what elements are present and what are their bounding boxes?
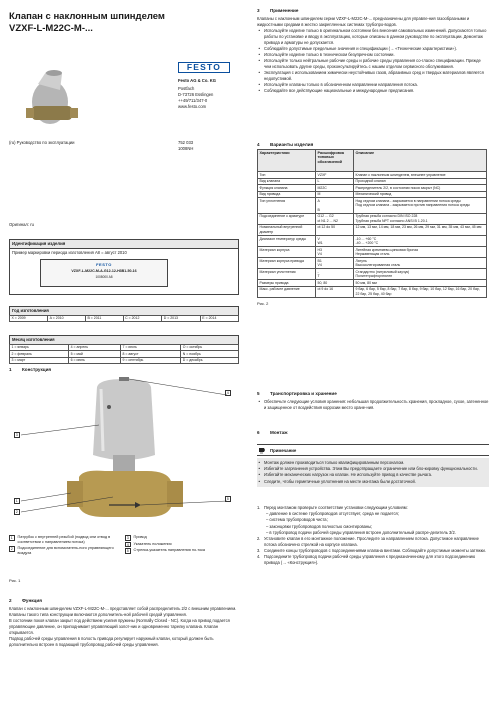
callout-3: 3	[15, 433, 18, 437]
company-name: Festo AG & Co. KG	[178, 78, 216, 83]
table-cell: 50, 80	[316, 280, 354, 287]
table-cell: Материал уплотнения	[258, 269, 316, 280]
section-3-intro: Клапаны с наклонным шпинделем серии VZXF-L-M22C-M-... предназначены для управле-ния газообразными и жидкостными средами в жестко закрепленных системах трубопро-водов.	[257, 16, 470, 27]
callout-4: 4	[226, 391, 229, 395]
table-cell: B1 V4	[316, 258, 354, 269]
variants-table-body	[258, 172, 487, 298]
document-title	[9, 12, 239, 35]
table-cell: Латунь Высоколегированная сталь	[354, 258, 487, 269]
step-number: 4.	[257, 554, 261, 560]
month-table	[9, 344, 239, 365]
plate-logo: FESTO	[96, 262, 112, 268]
bullet-item: • Используйте клапаны только в обозначенном направлении направления потока.	[257, 82, 489, 88]
note-body	[257, 458, 489, 487]
company-line: ++49/711/347-0	[178, 98, 208, 104]
manual-code-1: 752 033	[178, 140, 194, 145]
table-cell: Диапазон температур среды	[258, 236, 316, 247]
section-5-body	[257, 399, 489, 411]
table-cell: Стандартно (нитриловый каучук) Политетрафторэтилен	[354, 269, 487, 280]
month-cell: 7 = июль	[121, 344, 181, 351]
step-text: – законцовки трубопроводов полностью смонтированы;	[266, 523, 373, 529]
legend-text: Привод	[133, 535, 147, 539]
year-cell: E = 2014	[200, 315, 238, 322]
legend-item	[125, 542, 239, 548]
step-text: – давление в системе трубопроводов отсутствует, среда не подается;	[266, 511, 399, 517]
section-title: Конструкция	[22, 367, 52, 372]
table-row	[258, 286, 487, 297]
legend-number: 4	[126, 542, 129, 547]
product-image	[8, 62, 168, 128]
table-cell: Подсоединение к арматуре	[258, 213, 316, 224]
bullet-item: • Эксплуатация с использованием химически неустойчивых газов, абразивных сред и твердых материалов является недопустимой.	[257, 70, 489, 81]
step-text: Соедините концы трубопроводов с подсоединениями клапана винтами. Соблюдайте допустимые моменты затяжки.	[264, 548, 486, 554]
month-cell: 8 = август	[121, 351, 181, 358]
construction-drawing	[9, 377, 239, 529]
table-cell: A B	[316, 198, 354, 214]
table-cell: M22C	[316, 185, 354, 192]
type-plate	[40, 259, 168, 287]
manual-codes	[178, 140, 193, 152]
step-item	[257, 548, 489, 554]
table-cell: Вид привода	[258, 191, 316, 198]
step-item	[257, 524, 489, 530]
brand-logo	[178, 62, 230, 73]
table-cell: Номинальный внутренний диаметр	[258, 224, 316, 235]
month-cell: N = ноябрь	[181, 351, 239, 358]
variants-table-block	[257, 149, 487, 306]
section-number: 3	[257, 8, 260, 13]
bullet-item: • Соблюдайте все действующие национальные и международные предписания.	[257, 88, 489, 94]
step-text: – в трубопровод подачи рабочей среды управления встроен дополнительный распре-делитель 3/2.	[266, 529, 456, 535]
legend-item	[9, 535, 121, 545]
step-text: – система трубопроводов чиста;	[266, 517, 328, 523]
column-header: Расшифровка типовых обозначений	[316, 150, 354, 172]
table-cell: Макс. рабочее давление	[258, 286, 316, 297]
legend-item	[125, 548, 239, 554]
table-cell: Материал корпуса	[258, 247, 316, 258]
table-cell: VZXF	[316, 172, 354, 179]
valve-thumbnail-image	[8, 62, 168, 128]
step-item	[257, 554, 489, 565]
legend-number: 5	[126, 549, 129, 553]
paragraph: Клапан с наклонным шпинделем VZXF-L-M22C-M-... представляет собой распределитель 2/2 с внешним управлением. Клапаны такого типа конструкции включаются дополнитель-ной рабочей средой управления.	[9, 606, 237, 617]
bullet-item: • Используйте изделие только в оригинальном состоянии без внесения самовольных изменений. Допускаются только работы по установке и вводу в эксплуатацию, которые описаны в данном руководстве по эксплуатации. Демонтаж привода и арматуры не допускается.	[257, 28, 489, 45]
plate-serial: 1008000 A8	[95, 274, 113, 279]
year-cell: X = 2009	[10, 315, 48, 322]
valve-drawing	[9, 377, 239, 529]
paragraph: Подвод рабочей среды управления в полость привода регулирует наружный клапан, который должен быть дополнительно встроен в подающий трубопровод рабочей среды управления.	[9, 636, 214, 647]
section-title: Варианты изделия	[270, 142, 314, 147]
note-bullet: • Следите, чтобы герметичные уплотнения на месте монтажа были достаточной.	[257, 479, 487, 485]
festo-logo: FESTO	[178, 62, 230, 73]
table-cell: L	[316, 178, 354, 185]
figure-caption: Рис. 2	[257, 301, 269, 307]
table-cell: Тип	[258, 172, 316, 179]
section-3-heading	[257, 8, 298, 14]
section-number: 6	[257, 430, 260, 435]
month-cell: 4 = апрель	[69, 344, 121, 351]
table-cell: Материал корпуса привода	[258, 258, 316, 269]
year-cell: D = 2013	[162, 315, 201, 322]
table-cell: Трубная резьба согласно DIN ISO 228 Трубная резьба NPT согласно ANSI B 1.20.1	[354, 213, 487, 224]
legend-item	[125, 535, 239, 541]
table-cell: Проходной клапан	[354, 178, 487, 185]
table-cell: Распределитель 2/2, в состоянии покоя закрыт (NC)	[354, 185, 487, 192]
table-cell: ot 12 do 50	[316, 224, 354, 235]
callout-2: 2	[15, 510, 18, 514]
table-cell: H3 V4	[316, 247, 354, 258]
section-2-heading	[9, 598, 42, 604]
legend-text: Патрубок с внутренней резьбой (подвод или отвод в соответствии с направлением потока)	[17, 535, 111, 545]
table-cell: - T	[316, 269, 354, 280]
month-cell: 2 = февраль	[10, 351, 69, 358]
section-number: 2	[9, 598, 12, 603]
table-cell: Тип уплотнения	[258, 198, 316, 214]
section-1-heading	[9, 367, 51, 373]
variants-table	[257, 149, 487, 298]
step-number: 3.	[257, 548, 261, 554]
step-item	[257, 505, 489, 511]
step-item	[257, 536, 489, 547]
section-5-heading	[257, 391, 337, 397]
month-table-block	[9, 335, 239, 364]
table-row	[258, 258, 487, 269]
legend-item	[9, 546, 121, 556]
legend-text: Подсоединение для вспомогатель-ного управляющего воздуха	[17, 546, 114, 556]
table-cell: 9 бар, 6 бар, 5 бар, 8 бар, 7 бар, 8 бар, 9 бар, 10 бар, 12 бар, 16 бар, 20 бар, 22 бар, 25 бар, 40 бар	[354, 286, 487, 297]
section-number: 5	[257, 391, 260, 396]
bullet-item: • Используйте изделие только в техническом безупречном состоянии.	[257, 52, 489, 58]
company-line: D-73726 Esslingen	[178, 92, 214, 98]
month-cell: 3 = март	[10, 357, 69, 364]
legend-text: Указатель положения	[133, 541, 172, 546]
table-cell: Литейная кремниево-цинковая бронза Нержавеющая сталь	[354, 247, 487, 258]
callout-1: 1	[15, 499, 18, 503]
section-3-bullets	[257, 28, 489, 94]
section-number: 1	[9, 367, 12, 372]
ident-title: Идентификация изделия	[10, 240, 238, 249]
note-icon	[258, 446, 266, 454]
table-cell: -10 ... +60 °C -40 ... +200 °C	[354, 236, 487, 247]
bullet-item: • Используйте только нейтральные рабочие среды и рабочие среды управления со-гласно спецификации. Прежде чем использовать другие среды, проконсультируйтесь с нашим отделом сервисного обслуживания.	[257, 58, 489, 69]
section-6-heading	[257, 430, 287, 436]
section-3-body	[257, 16, 489, 94]
table-cell: 50 мм, 80 мм	[354, 280, 487, 287]
year-table-title: Год изготовления	[9, 306, 239, 315]
year-cell: A = 2010	[48, 315, 86, 322]
step-item	[257, 530, 489, 536]
year-cell: C = 2012	[123, 315, 162, 322]
table-row	[258, 269, 487, 280]
year-cell: B = 2011	[85, 315, 123, 322]
note-header	[257, 444, 489, 456]
paragraph: В состоянии покоя клапан закрыт под действием усилия пружины (Normally Closed - NC). Когда на привод подается управляющее давление, он приподнимает управляющий золот-ник и одновременно тарелку клапана. Клапан открывается.	[9, 618, 230, 635]
column-header: Характеристики	[258, 150, 316, 172]
month-cell: O = октябрь	[181, 344, 239, 351]
plate-type-code: VZXF-L-M22C-M-A-G12-12-H3B1-50-16	[71, 268, 137, 273]
title-line-1: Клапан с наклонным шпинделем	[9, 11, 165, 22]
table-cell: M	[316, 191, 354, 198]
table-cell: V W1	[316, 236, 354, 247]
table-cell: Клапан с наклонным шпинделем, внешнее управление	[354, 172, 487, 179]
figure-caption: Рис. 1	[9, 578, 21, 583]
column-header: Описание	[354, 150, 487, 172]
legend-number: 1	[10, 536, 13, 540]
section-title: Применение	[270, 8, 299, 13]
month-cell: 1 = январь	[10, 344, 69, 351]
step-item	[257, 511, 489, 517]
table-row	[258, 247, 487, 258]
identification-box	[9, 239, 239, 295]
section-4-heading	[257, 142, 313, 148]
note-bullet: • Избегайте механических нагрузок на клапан. Не используйте привод в качестве рычага.	[257, 472, 487, 478]
section-title: Монтаж	[270, 430, 288, 435]
step-number: 1.	[257, 505, 261, 510]
table-cell: Над седлом клапана - закрывается в направлении потока среды Под седлом клапана - закрывается против направления потока среды	[354, 198, 487, 214]
note-bullet: • Монтаж должен производиться только квалифицированным персоналом.	[257, 460, 487, 466]
company-block	[178, 78, 248, 110]
mounting-steps	[257, 505, 489, 566]
table-row	[258, 236, 487, 247]
table-cell: Размеры привода	[258, 280, 316, 287]
company-line: www.festo.com	[178, 104, 207, 110]
table-cell: 12 мм, 13 мм, 14 мм, 18 мм, 23 мм, 26 мм, 29 мм, 31 мм, 35 мм, 43 мм, 45 мм	[354, 224, 487, 235]
title-line-2: VZXF-L-M22C-M-...	[9, 22, 93, 34]
month-cell: 6 = июнь	[69, 357, 121, 364]
section-2-body	[9, 606, 241, 647]
legend-text: Стрелка-указатель направления по-тока	[133, 548, 205, 552]
step-item	[257, 517, 489, 523]
table-row	[258, 224, 487, 235]
table-row	[258, 198, 487, 214]
table-cell: G12 ... G2 ct N1 2 ... N2	[316, 213, 354, 224]
original-language: Оригинал: ru	[9, 222, 34, 227]
step-number: 2.	[257, 536, 261, 542]
note-bullet: • Избегайте загрязнения устройства. Этим Вы предотвращаете ограничение или бло-кировку функциональности.	[257, 466, 487, 472]
callout-5: 5	[226, 497, 229, 501]
section-title: Транспортировка и хранение	[270, 391, 337, 396]
year-table-block	[9, 306, 239, 322]
company-line: Postfach	[178, 86, 195, 92]
month-table-title: Месяц изготовления	[9, 335, 239, 344]
step-text: Установите клапан в его монтажное положение. Проследите за направлением потока. Допустимое направление потока обозначено стрелкой на корпусе клапана.	[264, 536, 479, 547]
table-cell: ot 9 do 16	[316, 286, 354, 297]
month-cell: D = декабрь	[181, 357, 239, 364]
month-cell: 5 = май	[69, 351, 121, 358]
section-title: Функция	[22, 598, 42, 603]
table-cell: Механический привод	[354, 191, 487, 198]
step-text: Перед монтажом проверьте соответствие установки следующим условиям:	[264, 505, 408, 510]
legend-number: 3	[126, 536, 129, 540]
legend-number: 2	[10, 547, 13, 552]
step-text: Подсоедините трубопровод подачи рабочей среды управления к предназначенному для этого подсоединению привода (→ «Конструкция»).	[264, 554, 476, 565]
table-cell: Функция клапана	[258, 185, 316, 192]
manual-label: (ru) Руководство по эксплуатации	[9, 140, 75, 145]
table-cell: Вид клапана	[258, 178, 316, 185]
bullet-item: • Соблюдайте допустимые предельные значения и спецификации (→ «Технические характеристики»).	[257, 46, 489, 52]
ident-example: Пример маркировки периода изготовления A8 = август 2010	[12, 249, 127, 255]
year-table	[9, 315, 239, 323]
month-cell: 9 = сентябрь	[121, 357, 181, 364]
section-number: 4	[257, 142, 260, 147]
table-row	[258, 213, 487, 224]
bullet-item: • Обеспечьте следующие условия хранения: небольшая продолжительность хранения, прохладное, сухое, затененное и защищенное от воздействия коррозии место хране-ния.	[257, 399, 489, 410]
manual-code-2: 1008NH	[178, 146, 194, 152]
note-title: Примечание	[270, 448, 297, 453]
